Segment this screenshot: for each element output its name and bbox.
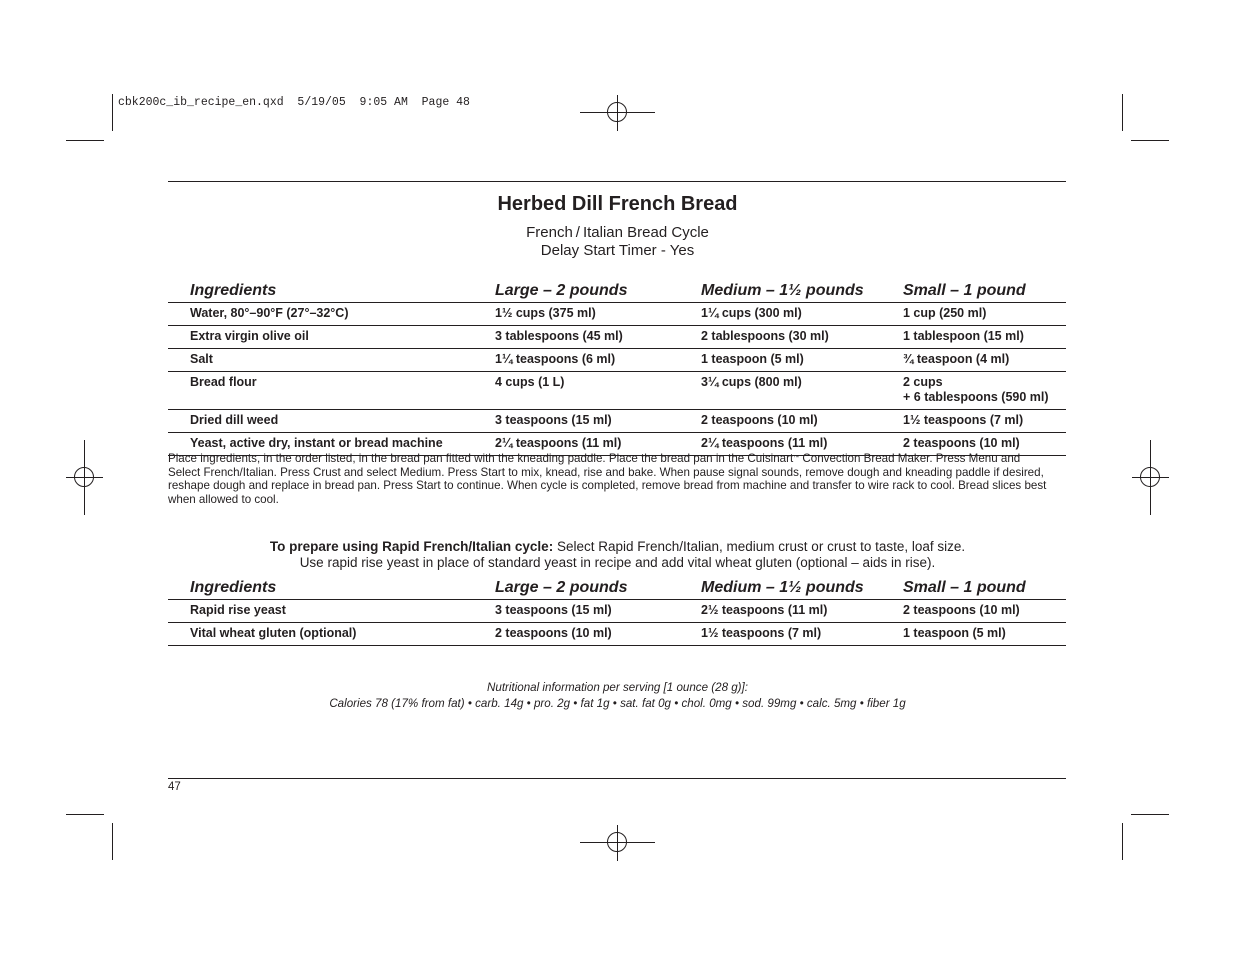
ingredient-cell: Water, 80°–90°F (27°–32°C) [168, 303, 495, 326]
rapid-cycle-line-2: Use rapid rise yeast in place of standard yeast in recipe and add vital wheat gluten (optional – aids in rise). [299, 555, 936, 570]
page-number: 47 [168, 781, 181, 793]
small-cell: 1½ teaspoons (7 ml) [903, 410, 1066, 433]
medium-cell: 2¼ teaspoons (11 ml) [701, 433, 903, 456]
header-large: Large – 2 pounds [495, 575, 701, 600]
instructions-paragraph [168, 452, 1048, 506]
medium-cell: 2 tablespoons (30 ml) [701, 326, 903, 349]
large-cell: 2 teaspoons (10 ml) [495, 623, 701, 646]
medium-cell: 1½ teaspoons (7 ml) [701, 623, 903, 646]
header-medium: Medium – 1½ pounds [701, 575, 903, 600]
slug-line: cbk200c_ib_recipe_en.qxd 5/19/05 9:05 AM Page 48 [118, 96, 470, 109]
ingredient-cell: Bread flour [168, 372, 495, 410]
rapid-ingredients-table [168, 575, 1066, 646]
large-cell: 3 teaspoons (15 ml) [495, 410, 701, 433]
cycle-subtitle: French / Italian Bread Cycle [526, 224, 709, 241]
table-row [168, 600, 1066, 623]
ingredient-cell: Yeast, active dry, instant or bread machine [168, 433, 495, 456]
ingredient-cell: Dried dill weed [168, 410, 495, 433]
top-rule [168, 181, 1066, 182]
small-cell: 1 teaspoon (5 ml) [903, 623, 1066, 646]
header-large: Large – 2 pounds [495, 278, 701, 303]
table-row [168, 326, 1066, 349]
table-row [168, 410, 1066, 433]
small-cell: 2 cups + 6 tablespoons (590 ml) [903, 372, 1066, 410]
medium-cell: 3¼ cups (800 ml) [701, 372, 903, 410]
header-medium: Medium – 1½ pounds [701, 278, 903, 303]
bottom-rule [168, 778, 1066, 779]
header-ingredients: Ingredients [168, 278, 495, 303]
medium-cell: 2½ teaspoons (11 ml) [701, 600, 903, 623]
rapid-cycle-text: Select Rapid French/Italian, medium crust or crust to taste, loaf size. [553, 539, 966, 554]
header-small: Small – 1 pound [903, 575, 1066, 600]
instructions-part2: Convection Bread Maker. Press Menu and Select French/Italian. Press Crust and select Medium. Press Start to mix, knead, rise and bake. When pause signal sounds, remove dough and kneading paddle if desired, reshape dough and replace in bread pan. Press Start to continue. When cycle is completed, remove bread from machine and transfer to wire rack to cool. Bread slices best when allowed to cool. [168, 452, 1047, 506]
ingredient-cell: Vital wheat gluten (optional) [168, 623, 495, 646]
medium-cell: 1¼ cups (300 ml) [701, 303, 903, 326]
small-cell: 2 teaspoons (10 ml) [903, 600, 1066, 623]
table-row [168, 623, 1066, 646]
small-cell: 1 tablespoon (15 ml) [903, 326, 1066, 349]
rapid-cycle-line-1 [0, 539, 1235, 554]
large-cell: 3 tablespoons (45 ml) [495, 326, 701, 349]
ingredient-cell: Salt [168, 349, 495, 372]
recipe-title: Herbed Dill French Bread [497, 193, 738, 215]
medium-cell: 1 teaspoon (5 ml) [701, 349, 903, 372]
table-row [168, 349, 1066, 372]
large-cell: 1½ cups (375 ml) [495, 303, 701, 326]
small-cell: 1 cup (250 ml) [903, 303, 1066, 326]
header-small: Small – 1 pound [903, 278, 1066, 303]
large-cell: 1¼ teaspoons (6 ml) [495, 349, 701, 372]
large-cell: 2¼ teaspoons (11 ml) [495, 433, 701, 456]
large-cell: 3 teaspoons (15 ml) [495, 600, 701, 623]
small-cell: 2 teaspoons (10 ml) [903, 433, 1066, 456]
ingredient-cell: Rapid rise yeast [168, 600, 495, 623]
small-cell: ¾ teaspoon (4 ml) [903, 349, 1066, 372]
ingredients-table [168, 278, 1066, 456]
delay-subtitle: Delay Start Timer - Yes [540, 242, 695, 259]
table-header-row [168, 278, 1066, 303]
rapid-cycle-lead: To prepare using Rapid French/Italian cycle: [269, 539, 554, 554]
trademark-symbol: ™ [793, 455, 800, 461]
ingredient-cell: Extra virgin olive oil [168, 326, 495, 349]
table-row [168, 303, 1066, 326]
medium-cell: 2 teaspoons (10 ml) [701, 410, 903, 433]
header-ingredients: Ingredients [168, 575, 495, 600]
nutrition-values: Calories 78 (17% from fat) • carb. 14g • pro. 2g • fat 1g • sat. fat 0g • chol. 0mg • sod. 99mg • calc. 5mg • fiber 1g [329, 697, 906, 710]
table-header-row [168, 575, 1066, 600]
large-cell: 4 cups (1 L) [495, 372, 701, 410]
nutrition-heading: Nutritional information per serving [1 ounce (28 g)]: [487, 681, 748, 694]
table-row [168, 372, 1066, 410]
instructions-part1: Place ingredients, in the order listed, in the bread pan fitted with the kneading paddle. Place the bread pan in the Cuisinart [168, 452, 794, 465]
